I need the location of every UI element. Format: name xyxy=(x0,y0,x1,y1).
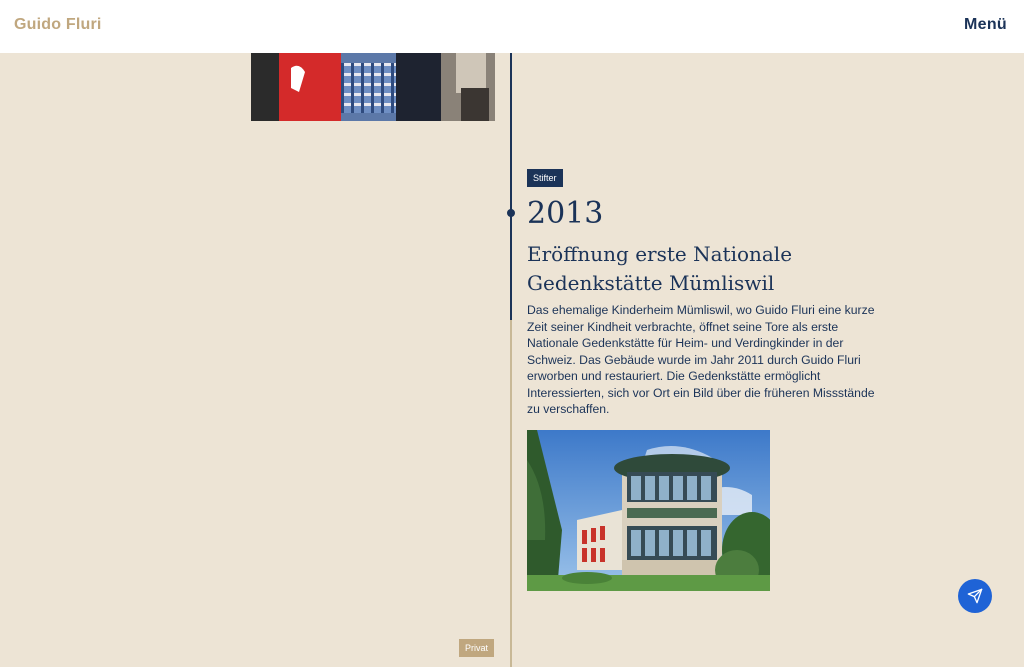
site-logo[interactable]: Guido Fluri xyxy=(14,16,102,33)
contact-send-button[interactable] xyxy=(958,579,992,613)
entry-year: 2013 xyxy=(527,196,604,231)
crowd-photo-image xyxy=(251,53,495,121)
menu-button[interactable]: Menü xyxy=(964,16,1007,33)
send-icon xyxy=(967,588,983,604)
timeline-marker xyxy=(507,209,515,217)
crowd-photo xyxy=(251,53,495,121)
previous-category-tag[interactable]: Privat xyxy=(459,639,494,657)
entry-description: Das ehemalige Kinderheim Mümliswil, wo Guido Fluri eine kurze Zeit seiner Kindheit verbrachte, öffnet seine Tore als erste Nationale Gedenkstätte für Heim- und Verdingkinder in der Schweiz. Das Gebäude wurde im Jahr 2011 durch Guido Fluri erworben und restauriert. Die Gedenkstätte ermöglicht Interessierten, sich vor Ort ein Bild über die früheren Missstände zu verschaffen. xyxy=(527,303,875,416)
entry-title: Eröffnung erste Nationale Gedenkstätte Mümliswil xyxy=(527,242,793,295)
site-header xyxy=(0,0,1024,53)
building-photo-image xyxy=(527,430,770,591)
timeline-line-future xyxy=(510,320,512,667)
gedenkstaette-photo xyxy=(527,430,770,591)
category-tag[interactable]: Stifter xyxy=(527,169,563,187)
